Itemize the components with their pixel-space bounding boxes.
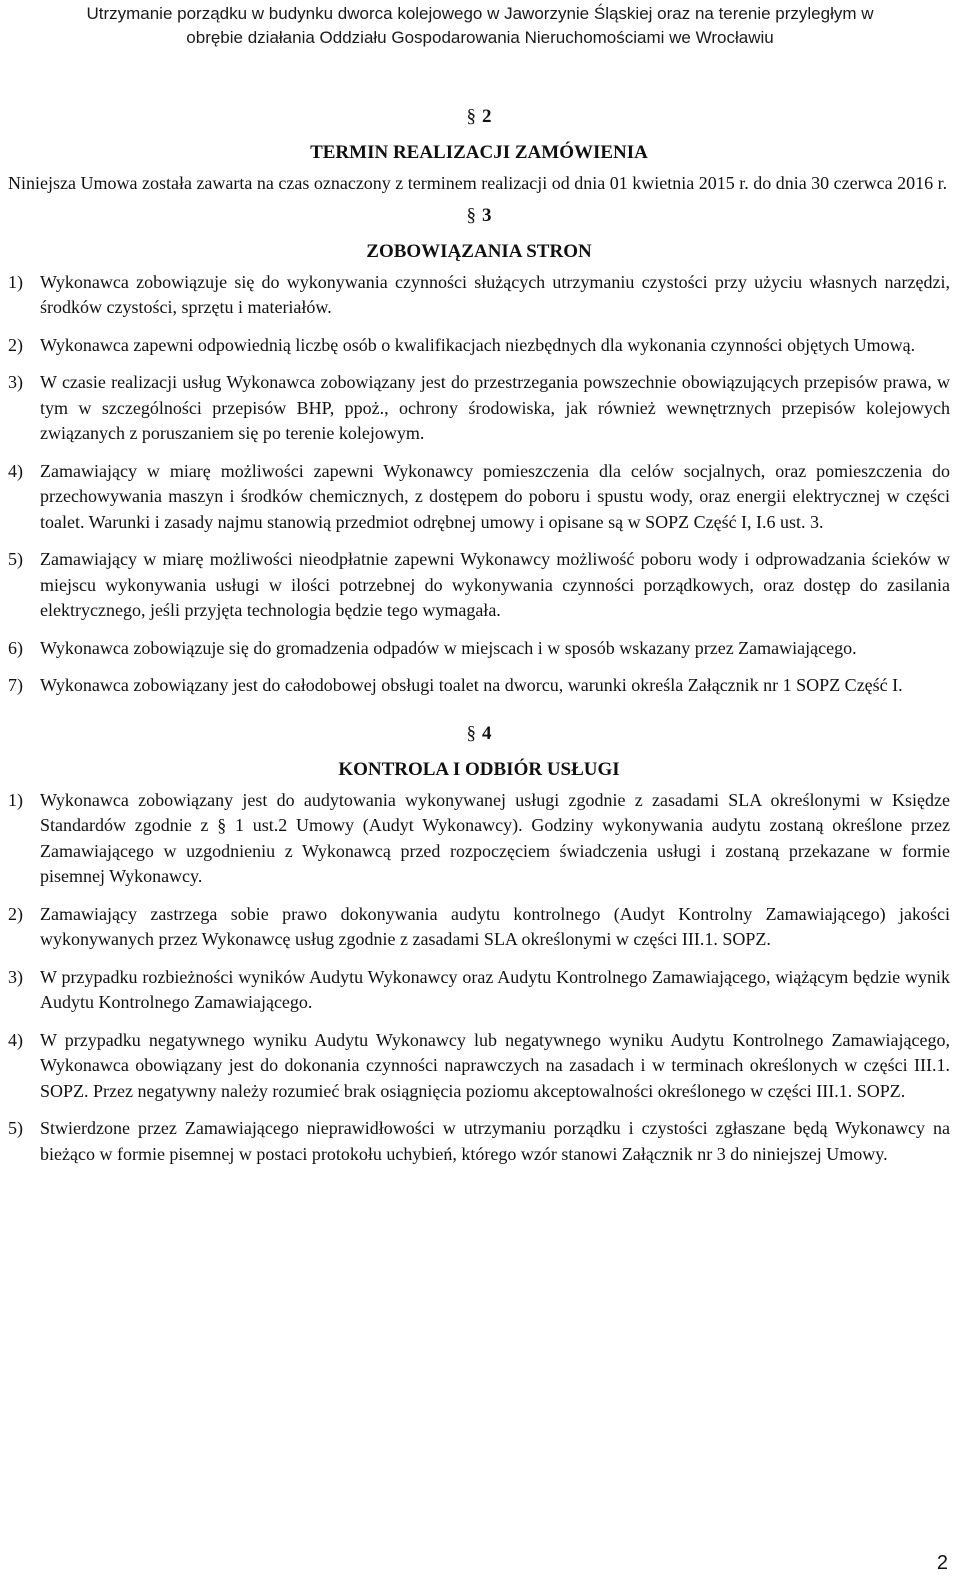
document-body	[8, 104, 950, 1179]
section-3	[8, 203, 950, 699]
item-text: W czasie realizacji usług Wykonawca zobowiązany jest do przestrzegania powszechnie obowiązujących przepisów prawa, w tym w szczególności przepisów BHP, ppoż., ochrony środowiska, jak również wewnętrznych przepisów kolejowych związanych z poruszaniem się po terenie kolejowym.	[40, 372, 950, 443]
list-item	[8, 788, 950, 890]
section-title: ZOBOWIĄZANIA STRON	[366, 240, 592, 262]
item-number: 3)	[8, 966, 23, 987]
item-number: 1)	[8, 789, 23, 810]
section-4	[8, 721, 950, 1168]
section-number-value: 4	[482, 722, 492, 744]
item-text: Stwierdzone przez Zamawiającego nieprawidłowości w utrzymaniu porządku i czystości zgłaszane będą Wykonawcy na bieżąco w formie pisemnej w postaci protokołu uchybień, którego wzór stanowi Załącznik nr 3 do niniejszej Umowy.	[40, 1118, 950, 1164]
obligations-list	[8, 270, 950, 699]
item-number: 2)	[8, 334, 23, 355]
page-header	[0, 2, 960, 50]
list-item	[8, 636, 950, 662]
section-number	[8, 721, 950, 747]
item-text: Zamawiający w miarę możliwości nieodpłatnie zapewni Wykonawcy możliwość poboru wody i odprowadzania ścieków w miejscu wykonywania usługi w ilości potrzebnej do wykonywania czynności porządkowych, oraz dostęp do zasilania elektrycznego, jeśli przyjęta technologia będzie tego wymagała.	[40, 549, 950, 620]
item-text: Wykonawca zobowiązuje się do wykonywania czynności służących utrzymaniu czystości przy użyciu własnych narzędzi, środków czystości, sprzętu i materiałów.	[40, 271, 950, 317]
item-text: Zamawiający zastrzega sobie prawo dokonywania audytu kontrolnego (Audyt Kontrolny Zamawiającego) jakości wykonywanych przez Wykonawcę usług zgodnie z zasadami SLA określonymi w części III.1. SOPZ.	[40, 903, 950, 949]
item-text: Wykonawca zobowiązuje się do gromadzenia odpadów w miejscach i w sposób wskazany przez Zamawiającego.	[40, 637, 857, 658]
paragraph-symbol: §	[466, 722, 476, 744]
header-line-1: Utrzymanie porządku w budynku dworca kolejowego w Jaworzynie Śląskiej oraz na terenie przyległym w	[86, 4, 874, 23]
item-text: Wykonawca zobowiązany jest do audytowania wykonywanej usługi zgodnie z zasadami SLA określonymi w Księdze Standardów zgodnie z § 1 ust.2 Umowy (Audyt Wykonawcy). Godziny wykonywania audytu zostaną określone przez Zamawiającego w uzgodnieniu z Wykonawcą przed rozpoczęciem świadczenia usługi i zostaną przekazane w formie pisemnej Wykonawcy.	[40, 789, 950, 886]
header-line-2: obrębie działania Oddziału Gospodarowania Nieruchomościami we Wrocławiu	[186, 28, 774, 47]
item-number: 5)	[8, 1118, 23, 1138]
section-number-value: 3	[482, 204, 492, 226]
section-number	[8, 203, 950, 229]
item-number: 5)	[8, 549, 23, 569]
item-text: Wykonawca zobowiązany jest do całodobowej obsługi toalet na dworcu, warunki określa Załącznik nr 1 SOPZ Część I.	[40, 675, 903, 695]
item-number: 6)	[8, 637, 23, 658]
paragraph-symbol: §	[466, 106, 476, 127]
section-paragraph: Niniejsza Umowa została zawarta na czas oznaczony z terminem realizacji od dnia 01 kwietnia 2015 r. do dnia 30 czerwca 2016 r.	[8, 173, 948, 193]
list-item	[8, 1028, 950, 1105]
section-title: KONTROLA I ODBIÓR USŁUGI	[338, 758, 620, 780]
item-number: 4)	[8, 1029, 23, 1050]
section-number	[8, 104, 950, 130]
list-item	[8, 673, 950, 699]
item-text: Wykonawca zapewni odpowiednią liczbę osób o kwalifikacjach niezbędnych dla wykonania czynności objętych Umową.	[40, 334, 916, 355]
list-item	[8, 270, 950, 321]
paragraph-symbol: §	[466, 204, 476, 226]
list-item	[8, 333, 950, 359]
list-item	[8, 965, 950, 1016]
list-item	[8, 902, 950, 953]
section-title: TERMIN REALIZACJI ZAMÓWIENIA	[310, 142, 648, 163]
item-text: W przypadku rozbieżności wyników Audytu Wykonawcy oraz Audytu Kontrolnego Zamawiającego, wiążącym będzie wynik Audytu Kontrolnego Zamawiającego.	[40, 966, 950, 1012]
list-item	[8, 459, 950, 536]
section-2	[8, 104, 950, 197]
list-item	[8, 370, 950, 447]
item-number: 7)	[8, 675, 23, 695]
item-number: 2)	[8, 903, 23, 924]
section-number-value: 2	[482, 106, 492, 127]
item-number: 1)	[8, 271, 23, 292]
list-item	[8, 547, 950, 624]
list-item	[8, 1116, 950, 1167]
item-text: Zamawiający w miarę możliwości zapewni Wykonawcy pomieszczenia dla celów socjalnych, oraz pomieszczenia do przechowywania maszyn i środków chemicznych, z dostępem do poboru i spustu wody, oraz energii elektrycznej w części toalet. Warunki i zasady najmu stanowią przedmiot odrębnej umowy i opisane są w SOPZ Część I, I.6 ust. 3.	[40, 460, 950, 532]
item-number: 4)	[8, 460, 23, 481]
page-number: 2	[936, 1552, 948, 1574]
inspection-list	[8, 788, 950, 1168]
item-number: 3)	[8, 372, 23, 392]
item-text: W przypadku negatywnego wyniku Audytu Wykonawcy lub negatywnego wyniku Audytu Kontrolnego Zamawiającego, Wykonawca obowiązany jest do dokonania czynności naprawczych na zasadach i w terminach określonych w części III.1. SOPZ. Przez negatywny należy rozumieć brak osiągnięcia poziomu akceptowalności określonego w części III.1. SOPZ.	[40, 1029, 950, 1101]
